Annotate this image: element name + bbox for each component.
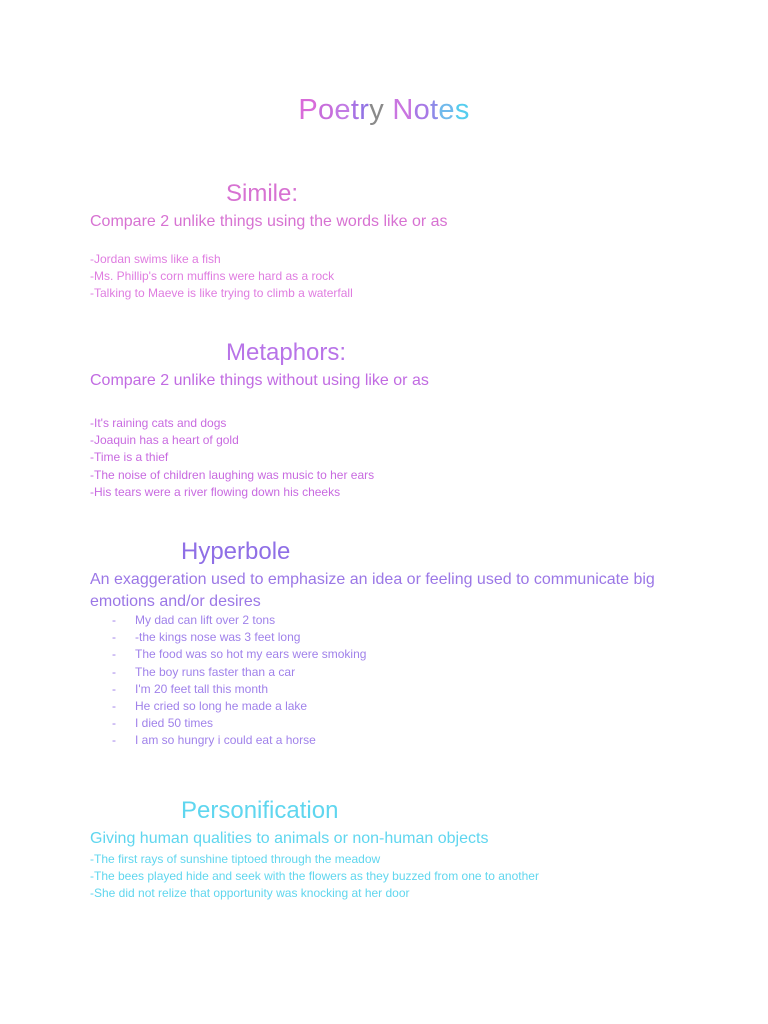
title-letter: t <box>430 94 439 126</box>
list-item-text: -the kings nose was 3 feet long <box>135 630 301 645</box>
list-item: -The bees played hide and seek with the flowers as they buzzed from one to another <box>90 869 539 884</box>
hyperbole-heading: Hyperbole <box>181 538 291 565</box>
list-item-text: I am so hungry i could eat a horse <box>135 733 316 748</box>
list-item-text: The boy runs faster than a car <box>135 664 296 679</box>
title-letter: e <box>438 94 455 126</box>
list-item: -His tears were a river flowing down his cheeks <box>90 484 341 499</box>
list-item: -She did not relize that opportunity was knocking at her door <box>90 886 410 901</box>
hyperbole-examples <box>90 612 366 750</box>
title-letter: e <box>334 94 351 126</box>
metaphors-heading: Metaphors: <box>226 339 347 366</box>
page-title <box>0 94 768 127</box>
title-letter: o <box>413 94 431 126</box>
title-letter: s <box>454 94 470 126</box>
dash-bullet: - <box>112 664 116 679</box>
list-item-text: He cried so long he made a lake <box>135 699 308 714</box>
dash-bullet: - <box>112 647 116 662</box>
list-item <box>90 629 366 646</box>
list-item <box>90 612 366 629</box>
title-letter: r <box>359 94 370 126</box>
list-item <box>90 732 366 749</box>
list-item: -Joaquin has a heart of gold <box>90 433 239 448</box>
personification-heading: Personification <box>181 797 339 824</box>
list-item: -Time is a thief <box>90 450 169 465</box>
title-letter: t <box>350 94 360 126</box>
personification-description: Giving human qualities to animals or non-human objects <box>90 830 489 847</box>
list-item: -It's raining cats and dogs <box>90 416 227 430</box>
list-item <box>90 715 366 732</box>
list-item: -Jordan swims like a fish <box>90 252 221 266</box>
metaphors-description: Compare 2 unlike things without using like or as <box>90 372 429 389</box>
title-letter: o <box>317 94 335 126</box>
list-item: -The noise of children laughing was music to her ears <box>90 467 375 482</box>
list-item <box>90 681 366 698</box>
dash-bullet: - <box>112 613 116 627</box>
dash-bullet: - <box>112 699 116 714</box>
simile-description: Compare 2 unlike things using the words like or as <box>90 213 448 230</box>
simile-heading: Simile: <box>226 180 299 207</box>
list-item <box>90 698 366 715</box>
title-letter: P <box>298 94 318 126</box>
dash-bullet: - <box>112 716 116 731</box>
metaphors-examples <box>90 415 374 501</box>
list-item <box>90 664 366 681</box>
list-item-text: I'm 20 feet tall this month <box>135 681 269 696</box>
simile-examples <box>90 251 353 303</box>
list-item-text: My dad can lift over 2 tons <box>135 613 276 627</box>
title-letter: N <box>392 94 414 126</box>
list-item: -Ms. Phillip's corn muffins were hard as a rock <box>90 269 335 284</box>
dash-bullet: - <box>112 733 116 748</box>
list-item <box>90 646 366 663</box>
list-item: -Talking to Maeve is like trying to climb a waterfall <box>90 286 353 301</box>
list-item: -The first rays of sunshine tiptoed through the meadow <box>90 852 381 866</box>
list-item-text: I died 50 times <box>135 716 214 731</box>
title-letter: y <box>369 94 384 126</box>
list-item-text: The food was so hot my ears were smoking <box>135 647 367 662</box>
dash-bullet: - <box>112 630 116 645</box>
dash-bullet: - <box>112 681 116 696</box>
hyperbole-description: An exaggeration used to emphasize an idea or feeling used to communicate big emotions and/or desires <box>90 571 655 610</box>
personification-examples <box>90 851 539 903</box>
